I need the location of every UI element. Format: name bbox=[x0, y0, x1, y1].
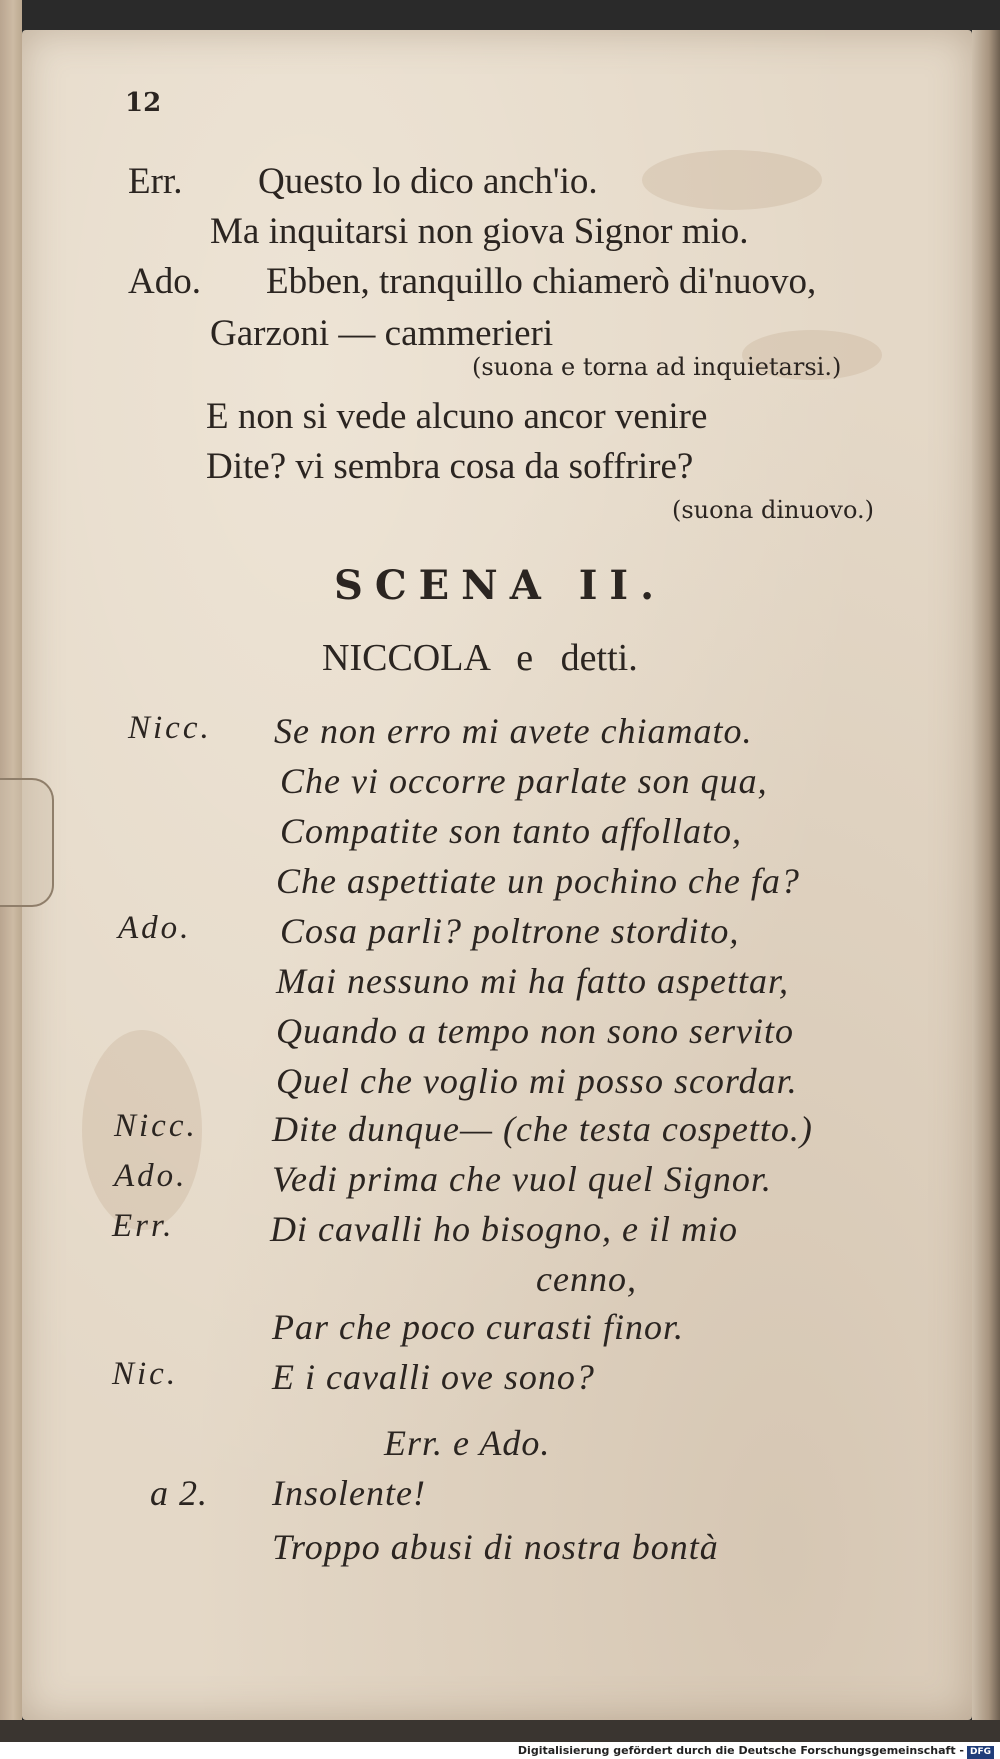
margin-tab bbox=[0, 778, 54, 907]
paper-stain bbox=[642, 150, 822, 210]
verse-line: Par che poco curasti finor. bbox=[272, 1307, 684, 1347]
verse-line: Che vi occorre parlate son qua, bbox=[280, 761, 768, 801]
verse-line: Mai nessuno mi ha fatto aspettar, bbox=[276, 961, 790, 1001]
verse-line: Garzoni — cammerieri bbox=[210, 313, 554, 354]
speaker-label: Err. bbox=[128, 161, 183, 202]
digitization-credit bbox=[0, 1742, 1000, 1759]
verse-line: Dite? vi sembra cosa da soffrire? bbox=[206, 446, 694, 487]
verse-line: Troppo abusi di nostra bontà bbox=[272, 1527, 719, 1567]
speaker-label: Nic. bbox=[112, 1356, 179, 1392]
verse-line: Compatite son tanto affollato, bbox=[280, 811, 743, 851]
scan-bottom-edge bbox=[0, 1720, 1000, 1742]
verse-line: Che aspettiate un pochino che fa? bbox=[276, 861, 800, 901]
credit-text: Digitalisierung gefördert durch die Deutsche Forschungsgemeinschaft - bbox=[517, 1744, 964, 1757]
speaker-label: a 2. bbox=[150, 1473, 208, 1513]
verse-line: Questo lo dico anch'io. bbox=[258, 161, 598, 202]
verse-line: Quel che voglio mi posso scordar. bbox=[276, 1061, 798, 1101]
verse-line: Ebben, tranquillo chiamerò di'nuovo, bbox=[266, 261, 817, 302]
verse-line: E i cavalli ove sono? bbox=[272, 1357, 595, 1397]
verse-line: Di cavalli ho bisogno, e il mio bbox=[270, 1209, 738, 1249]
verse-line: Quando a tempo non sono servito bbox=[276, 1011, 794, 1051]
page-number: 12 bbox=[125, 88, 162, 118]
scene-title: SCENA II. bbox=[333, 562, 667, 609]
verse-line: Dite dunque— (che testa cospetto.) bbox=[272, 1109, 813, 1149]
stage-direction: (suona e torna ad inquietarsi.) bbox=[472, 353, 842, 381]
verse-line: Cosa parli? poltrone stordito, bbox=[280, 911, 740, 951]
verse-line: Ma inquitarsi non giova Signor mio. bbox=[210, 211, 749, 252]
verse-line: Se non erro mi avete chiamato. bbox=[274, 711, 753, 751]
speaker-label: Ado. bbox=[114, 1158, 188, 1194]
speaker-label: Nicc. bbox=[128, 710, 212, 746]
scene-characters: NICCOLA e detti. bbox=[322, 637, 638, 679]
stage-direction: Err. e Ado. bbox=[384, 1423, 551, 1463]
verse-line: Insolente! bbox=[272, 1473, 426, 1513]
verse-line: cenno, bbox=[536, 1259, 637, 1299]
verse-line: E non si vede alcuno ancor venire bbox=[206, 396, 708, 437]
dfg-logo: DFG bbox=[967, 1746, 994, 1759]
page-right-edge bbox=[972, 30, 1000, 1730]
speaker-label: Ado. bbox=[118, 910, 192, 946]
speaker-label: Err. bbox=[112, 1208, 175, 1244]
speaker-label: Nicc. bbox=[114, 1108, 198, 1144]
verse-line: Vedi prima che vuol quel Signor. bbox=[272, 1159, 772, 1199]
speaker-label: Ado. bbox=[128, 261, 201, 302]
stage-direction: (suona dinuovo.) bbox=[672, 496, 874, 524]
